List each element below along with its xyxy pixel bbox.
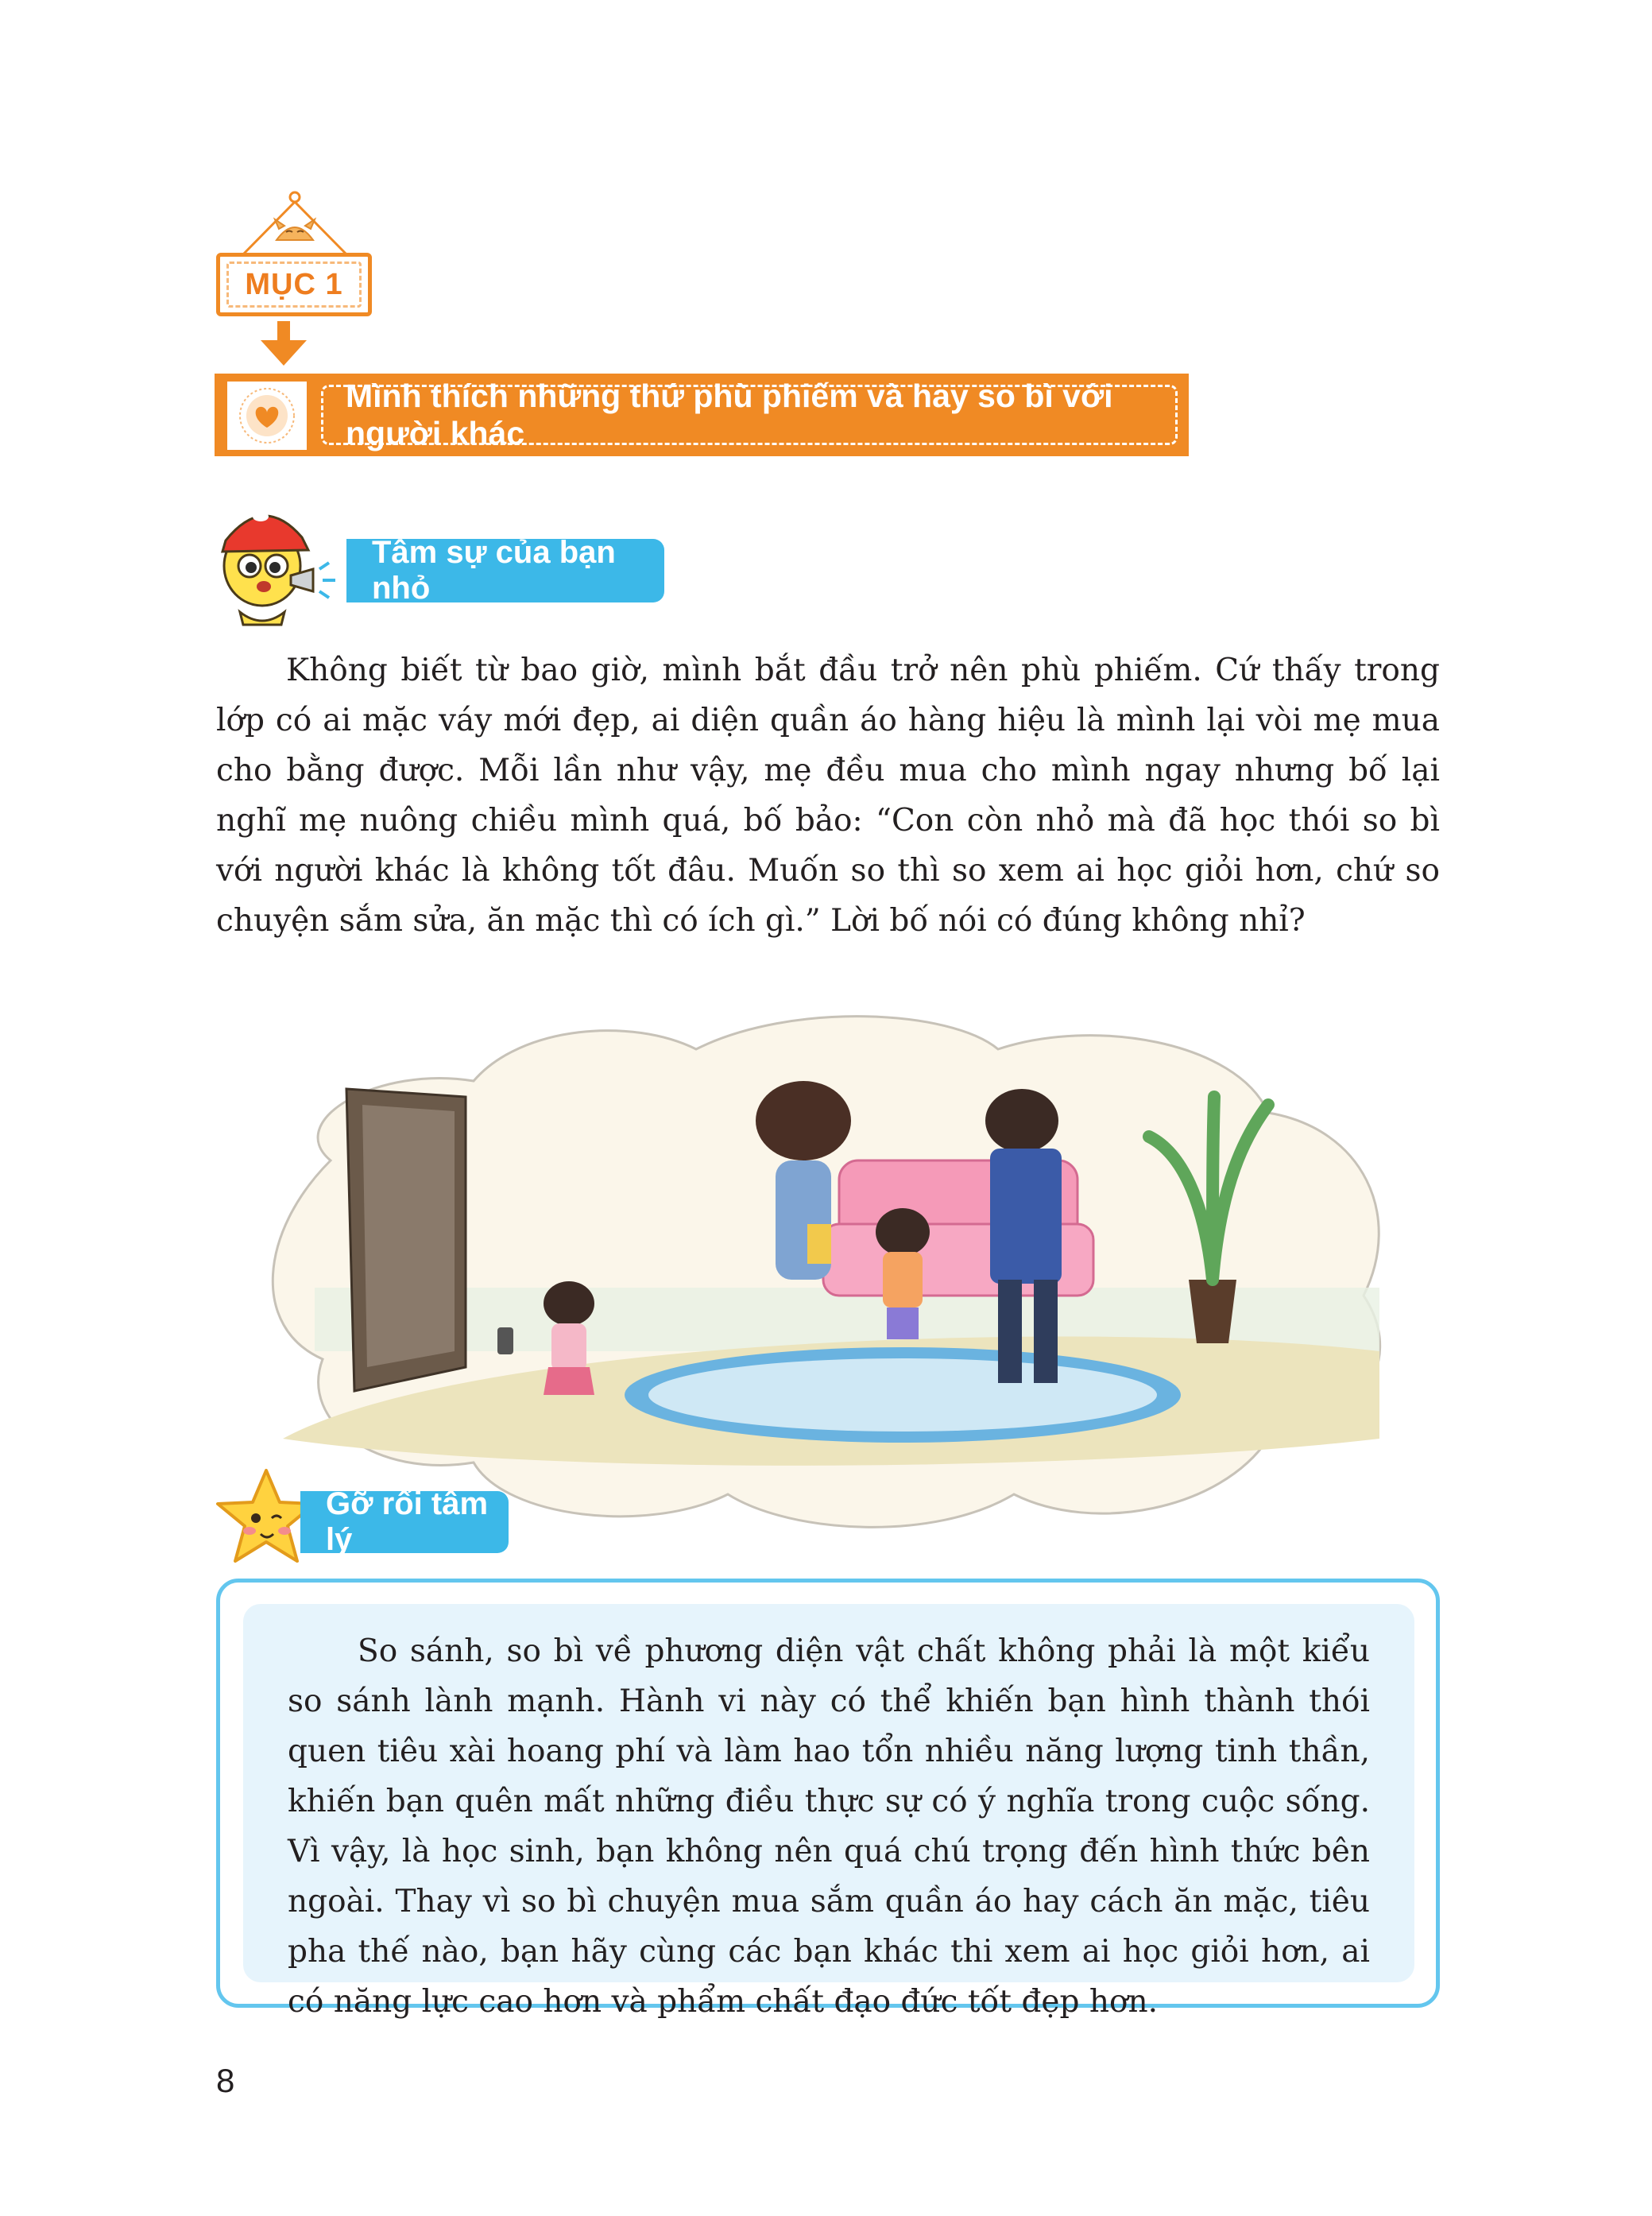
confession-heading: Tâm sự của bạn nhỏ: [346, 539, 664, 602]
advice-paragraph: So sánh, so bì về phương diện vật chất không phải là một kiểu so sánh lành mạnh. Hành vi này có thể khiến bạn hình thành thói quen tiêu xài hoang phí và làm hao tổn nhiều năng lượng tinh thần, khiến bạn quên mất những điều thực sự có ý nghĩa trong cuộc sống. Vì vậy, là học sinh, bạn không nên quá chú trọng đến hình thức bên ngoài. Thay vì so bì chuyện mua sắm quần áo hay cách ăn mặc, tiêu pha thế nào, bạn hãy cùng các bạn khác thi xem ai học giỏi hơn, ai có năng lực cao hơn và phẩm chất đạo đức tốt đẹp hơn.: [288, 1633, 1370, 2020]
cat-hanger-icon: [235, 191, 354, 256]
confession-text: [216, 645, 1440, 946]
section-title: Mình thích những thứ phù phiếm và hay so bì với người khác: [321, 385, 1178, 445]
section-badge: [216, 253, 372, 316]
arrow-down-icon: [256, 321, 311, 367]
family-illustration: [235, 994, 1427, 1542]
heart-badge: [227, 382, 307, 450]
mascot-megaphone-icon: [208, 493, 343, 630]
advice-heading: Gỡ rối tâm lý: [300, 1491, 509, 1553]
confession-paragraph: Không biết từ bao giờ, mình bắt đầu trở nên phù phiếm. Cứ thấy trong lớp có ai mặc váy mới đẹp, ai diện quần áo hàng hiệu là mình lại vòi mẹ mua cho bằng được. Mỗi lần như vậy, mẹ đều mua cho mình ngay nhưng bố lại nghĩ mẹ nuông chiều mình quá, bố bảo: “Con còn nhỏ mà đã học thói so bì với người khác là không tốt đâu. Muốn so thì so xem ai học giỏi hơn, chứ so chuyện sắm sửa, ăn mặc thì có ích gì.” Lời bố nói có đúng không nhỉ?: [216, 653, 1440, 939]
advice-text: [243, 1604, 1414, 2020]
heart-icon: [227, 382, 307, 450]
section-badge-label: MỤC 1: [226, 262, 362, 308]
page-number: 8: [216, 2062, 235, 2099]
